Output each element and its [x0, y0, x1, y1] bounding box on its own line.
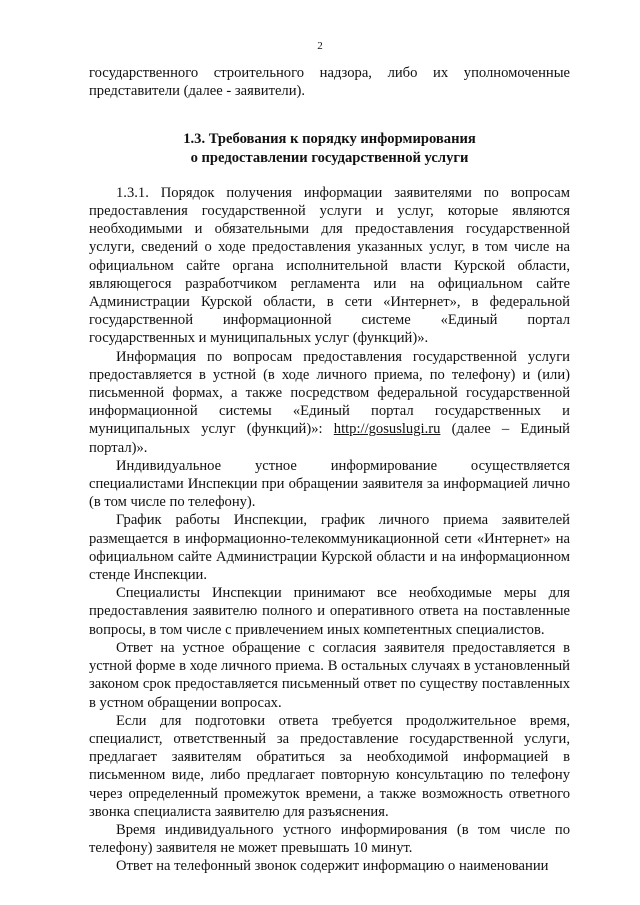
paragraph-information-channels — [89, 348, 570, 457]
paragraph-1-3-1: 1.3.1. Порядок получения информации заявителями по вопросам предоставления государственной услуги и услуг, которые являются необходимыми и обязательными для предоставления государственной услуги, сведений о ходе предоставления указанных услуг, в том числе на официальном сайте органа исполнительной власти Курской области, являющегося разработчиком регламента или на официальном сайте Администрации Курской области, в сети «Интернет», в федеральной государственной информационной системе «Единый портал государственных и муниципальных услуг (функций)». — [89, 184, 570, 347]
section-heading-line-2: о предоставлении государственной услуги — [190, 149, 469, 166]
paragraph-specialists-measures: Специалисты Инспекции принимают все необходимые меры для предоставления заявителю полного и оперативного ответа на поставленные вопросы, в том числе с привлечением иных компетентных специалистов. — [89, 585, 570, 638]
paragraph-long-preparation: Если для подготовки ответа требуется продолжительное время, специалист, ответственный за предоставление государственной услуги, предлагает заявителям обратиться за необходимой информацией в письменном виде, либо предлагает повторную консультацию по телефону через определенный промежуток времени, а также возможность ответного звонка специалиста заявителю для разъяснения. — [89, 712, 570, 820]
paragraph-text-after-link: (далее – Единый портал)». — [89, 421, 570, 456]
paragraph-phone-answer: Ответ на телефонный звонок содержит информацию о наименовании — [116, 858, 549, 875]
section-heading — [89, 130, 570, 166]
paragraph-work-schedule: График работы Инспекции, график личного приема заявителей размещается в информационно-телекоммуникационной сети «Интернет» на официальном сайте Администрации Курской области и на информационном стенде Инспекции. — [89, 512, 570, 584]
section-heading-line-1: 1.3. Требования к порядку информирования — [183, 131, 476, 148]
paragraph-informing-time: Время индивидуального устного информирования (в том числе по телефону) заявителя не может превышать 10 минут. — [89, 821, 570, 857]
document-body — [89, 64, 570, 876]
paragraph-individual-informing: Индивидуальное устное информирование осуществляется специалистами Инспекции при обращении заявителя за информацией лично (в том числе по телефону). — [89, 457, 570, 511]
page-number: 2 — [317, 40, 323, 52]
intro-paragraph: государственного строительного надзора, либо их уполномоченные представители (далее - заявители). — [89, 65, 570, 100]
paragraph-text-before-link: Информация по вопросам предоставления государственной услуги предоставляется в устной (в ходе личного приема, по телефону) и (или) письменной формах, а также посредством федеральной государственной информационной системы «Единый портал государственных и муниципальных услуг (функций)»: — [89, 348, 570, 438]
gosuslugi-link[interactable]: http://gosuslugi.ru — [333, 421, 441, 438]
paragraph-oral-answer: Ответ на устное обращение с согласия заявителя предоставляется в устной форме в ходе личного приема. В остальных случаях в установленный законом срок предоставляется письменный ответ по существу поставленных в устном обращении вопросах. — [89, 639, 570, 711]
